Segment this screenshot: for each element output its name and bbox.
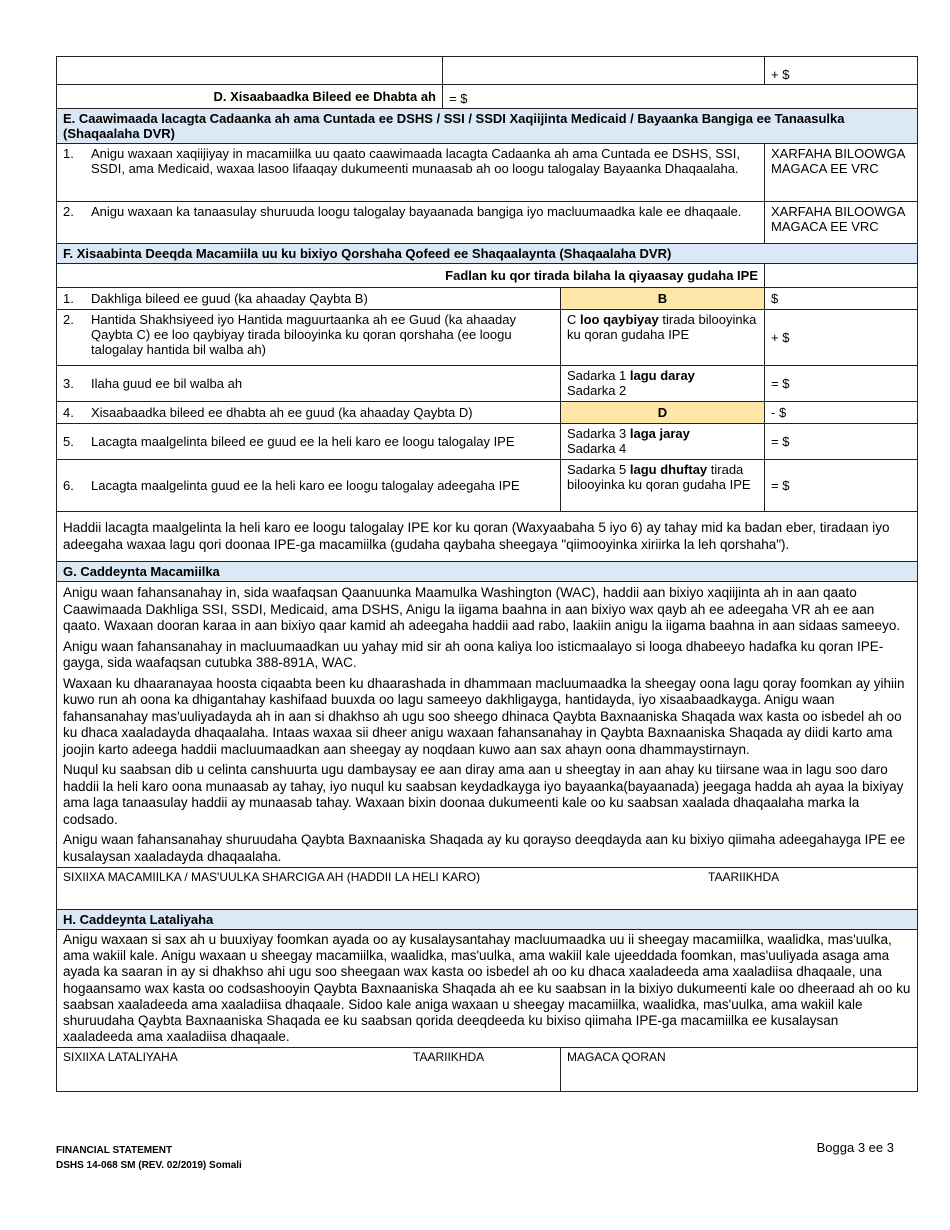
attestation-paragraph: Anigu waan fahansanahay in macluumaadkan uu yahay mid sir ah oona kaliya loo isticmaalayo si looga dhabeeyo hadafka ku qoran IPE-gayga, sida waafaqsan cutubka 388-891A, WAC. — [63, 638, 884, 670]
blank-cell[interactable] — [57, 57, 443, 85]
total-plus-field[interactable]: + $ — [765, 57, 918, 85]
calc-row-4: 4. Xisaabaadka bileed ee dhabta ah ee guud (ka ahaaday Qaybta D) — [57, 402, 561, 424]
calc-row-1: 1. Dakhliga bileed ee guud (ka ahaaday Qaybta B) — [57, 288, 561, 310]
calc-row-6-value[interactable]: = $ — [765, 460, 918, 512]
calc-row-2: 2. Hantida Shakhsiyeed iyo Hantida maguurtaanka ah ee Guud (ka ahaaday Qaybta C) ee loo qaybiyay tirada bilooyinka ku qoran qorshaha (ee loogu talogalay hantida bil walba ah) — [57, 310, 561, 366]
calc-row-3-value[interactable]: = $ — [765, 366, 918, 402]
form-footer — [56, 1143, 242, 1173]
ipe-months-field[interactable] — [765, 264, 918, 288]
calc-row-1-source: B — [561, 288, 765, 310]
section-f-note: Haddii lacagta maalgelinta la heli karo ee loogu talogalay IPE kor ku qoran (Waxyaabaha 5 iyo 6) ay tahay mid ka badan eber, tiradaan iyo adeegaha waxaa lagu qori doonaa IPE-ga macamiilka (gudaha qaybaha sheegaya "qiimooyinka xiriirka la leh qorshaha"). — [57, 512, 918, 562]
calc-row-3-source: Sadarka 1 lagu daray Sadarka 2 — [561, 366, 765, 402]
calc-row-4-source: D — [561, 402, 765, 424]
calc-row-5: 5. Lacagta maalgelinta bileed ee guud ee la heli karo ee loogu talogalay IPE — [57, 424, 561, 460]
monthly-expenses-field[interactable]: = $ — [443, 85, 918, 109]
calc-row-5-source: Sadarka 3 laga jaray Sadarka 4 — [561, 424, 765, 460]
counselor-attestation-text: Anigu waxaan si sax ah u buuxiyay foomkan ayada oo ay kusalaysantahay macluumaadka uu ii sheegay macamiilka, waalidka, mas'uulka, ama wakiil kale. Anigu waxaan u sheegay macamiilka, waalidka, mas'uulka, ama wakiil kale ujeeddada foomkan, mas'uuliyada asaga ama ayada ka saaran in ay si dhakhso ahi ugu soo sheegaan wax kasta oo isbedel ah oo ku dhaca xaaladeeda ama xaaladiisa dhaqaale, una hogaansamo wax kasta oo codsashooyin Qaybta Baxnaaniska Shaqada ah ee ku saabsan in la bixiyo dukumeenti kale oo dheeraad ah oo ku saabsan xaaladeeda ama xaaladiisa dhaqaale. Sidoo kale aniga waxaan u sheegay macamiilka, waalidka, mas'uulka, ama wakiil kale shuruudaha Qaybta Baxnaaniska Shaqada ee ku saabsan qorida deeqdeeda ku bixiso qiimaha IPE-ga macamiilka ee kusalaysan xaaladeeda ama xaaladiisa dhaqaale. — [57, 930, 918, 1048]
calc-row-4-value[interactable]: - $ — [765, 402, 918, 424]
client-signature-label: SIXIIXA MACAMIILKA / MAS'UULKA SHARCIGA AH (HADDII LA HELI KARO) — [63, 870, 481, 884]
calc-row-2-value[interactable]: + $ — [765, 310, 918, 366]
vrc-initials-field-1[interactable]: XARFAHA BILOOWGA MAGACA EE VRC — [765, 144, 918, 202]
calc-row-6-source: Sadarka 5 lagu dhuftay tirada bilooyinka ku qoran gudaha IPE — [561, 460, 765, 512]
attestation-paragraph: Nuqul ku saabsan dib u celinta canshuurta ugu dambaysay ee aan diray ama aan u sheegtay in aan ahay ku tiirsane waa in lagu soo daro haddii la heli karo oona munaasab ay tahay, iyo nuqul ku saabsan keydadkayga iyo bayaanka(bayaanada) jeegaga hadda ah ayaa la bixiyay ama laga tanaasulay haddii ay munaasab tahay. Waxaan bixin doonaa dukumeenti kale oo ku saabsan xaalada dhaqaalaha marka la codsado. — [63, 762, 904, 827]
attestation-paragraph: Anigu waan fahansanahay shuruudaha Qaybta Baxnaaniska Shaqada ay ku qorayso deeqdayda aan ku bixiyo qiimaha adeegahayga IPE ee kusalaysan xaaladayda dhaqaalaha. — [63, 832, 906, 864]
calc-row-5-value[interactable]: = $ — [765, 424, 918, 460]
calc-row-2-source: C loo qaybiyay tirada bilooyinka ku qoran gudaha IPE — [561, 310, 765, 366]
calc-row-1-value[interactable]: $ — [765, 288, 918, 310]
client-signature-field[interactable] — [57, 868, 918, 910]
page-number: Bogga 3 ee 3 — [816, 1140, 894, 1155]
vrc-initials-field-2[interactable]: XARFAHA BILOOWGA MAGACA EE VRC — [765, 202, 918, 244]
attestation-paragraph: Anigu waan fahansanahay in, sida waafaqsan Qaanuunka Maamulka Washington (WAC), haddii aan bixiyo xaqiijinta ah in aan qaato Caawimaada Dakhliga SSI, SSDI, Medicaid, ama DSHS, Anigu la iigama baahna in aan bixiyo wax qayb ah ee adeegaha VR ah ee aan qaato. Waxaan dooran karaa in aan bixiyo qaar kamid ah adeegaha haddii aad rabo, laakiin anigu la iigama baahna in aan sidaas sameeyo. — [63, 585, 901, 633]
monthly-expenses-label: D. Xisaabaadka Bileed ee Dhabta ah — [57, 85, 443, 109]
section-e-header: E. Caawimaada lacagta Cadaanka ah ama Cuntada ee DSHS / SSI / SSDI Xaqiijinta Medicaid / Bayaanka Bangiga ee Tanaasulka (Shaqaalaha DVR) — [57, 109, 918, 144]
form-title: FINANCIAL STATEMENT — [56, 1145, 173, 1156]
client-attestation-text — [57, 582, 918, 868]
section-f-header: F. Xisaabinta Deeqda Macamiila uu ku bixiyo Qorshaha Qofeed ee Shaqaalaynta (Shaqaalaha DVR) — [57, 244, 918, 264]
section-g-header: G. Caddeynta Macamiilka — [57, 562, 918, 582]
section-e-item-1: 1. Anigu waxaan xaqiijiyay in macamiilka uu qaato caawimaada lacagta Cadaanka ah ama Cuntada ee DSHS, SSI, SSDI, ama Medicaid, waxaa lasoo lifaaqay dukumeenti munaasab ah oo loogu talogalay Bayaanka Dhaqaalaha. — [57, 144, 765, 202]
section-e-item-2: 2. Anigu waxaan ka tanaasulay shuruuda loogu talogalay bayaanada bangiga iyo macluumaadka kale ee dhaqaale. — [57, 202, 765, 244]
client-date-label: TAARIIKHDA — [708, 870, 780, 884]
form-id: DSHS 14-068 SM (REV. 02/2019) Somali — [56, 1160, 242, 1171]
blank-cell[interactable] — [443, 57, 765, 85]
ipe-months-label: Fadlan ku qor tirada bilaha la qiyaasay gudaha IPE — [57, 264, 765, 288]
calc-row-6: 6. Lacagta maalgelinta guud ee la heli karo ee loogu talogalay adeegaha IPE — [57, 460, 561, 512]
printed-name-label: MAGACA QORAN — [567, 1050, 666, 1065]
counselor-date-label: TAARIIKHDA — [413, 1050, 485, 1065]
printed-name-field[interactable] — [561, 1048, 918, 1092]
counselor-signature-label: SIXIIXA LATALIYAHA — [63, 1050, 178, 1065]
section-h-header: H. Caddeynta Lataliyaha — [57, 910, 918, 930]
counselor-signature-field[interactable] — [57, 1048, 561, 1092]
calc-row-3: 3. Ilaha guud ee bil walba ah — [57, 366, 561, 402]
attestation-paragraph: Waxaan ku dhaaranayaa hoosta ciqaabta been ku dhaarashada in dhammaan macluumaadka la sheegay oona lagu qoray foomkan ay yihiin kuwo run ah oona ka dhigantahay kashifaad buuxda oo lagu sameeyo dakhligayga, hantidayda, iyo xisaabaadkayga. Anigu waan fahansanahay mas'uuliyadayda ah in aan si dhakhso ah ugu soo sheego dhinaca Qaybta Baxnaaniska Shaqada wax kasta oo isbedel ah oo ku dhaca xaaladayda dhaqaalaha. Intaas waxaa sii dheer anigu waxaan fahansanahay in Qaybta Baxnaaniska Shaqada ay diidi karto ama joojin karto adeega haddii macluumaadkan aan sheegay ay noqdaan kuwo aan sax ahayn oona dhammaystirnayn. — [63, 675, 905, 757]
form-page — [56, 56, 917, 1092]
financial-statement-form — [56, 56, 918, 1092]
